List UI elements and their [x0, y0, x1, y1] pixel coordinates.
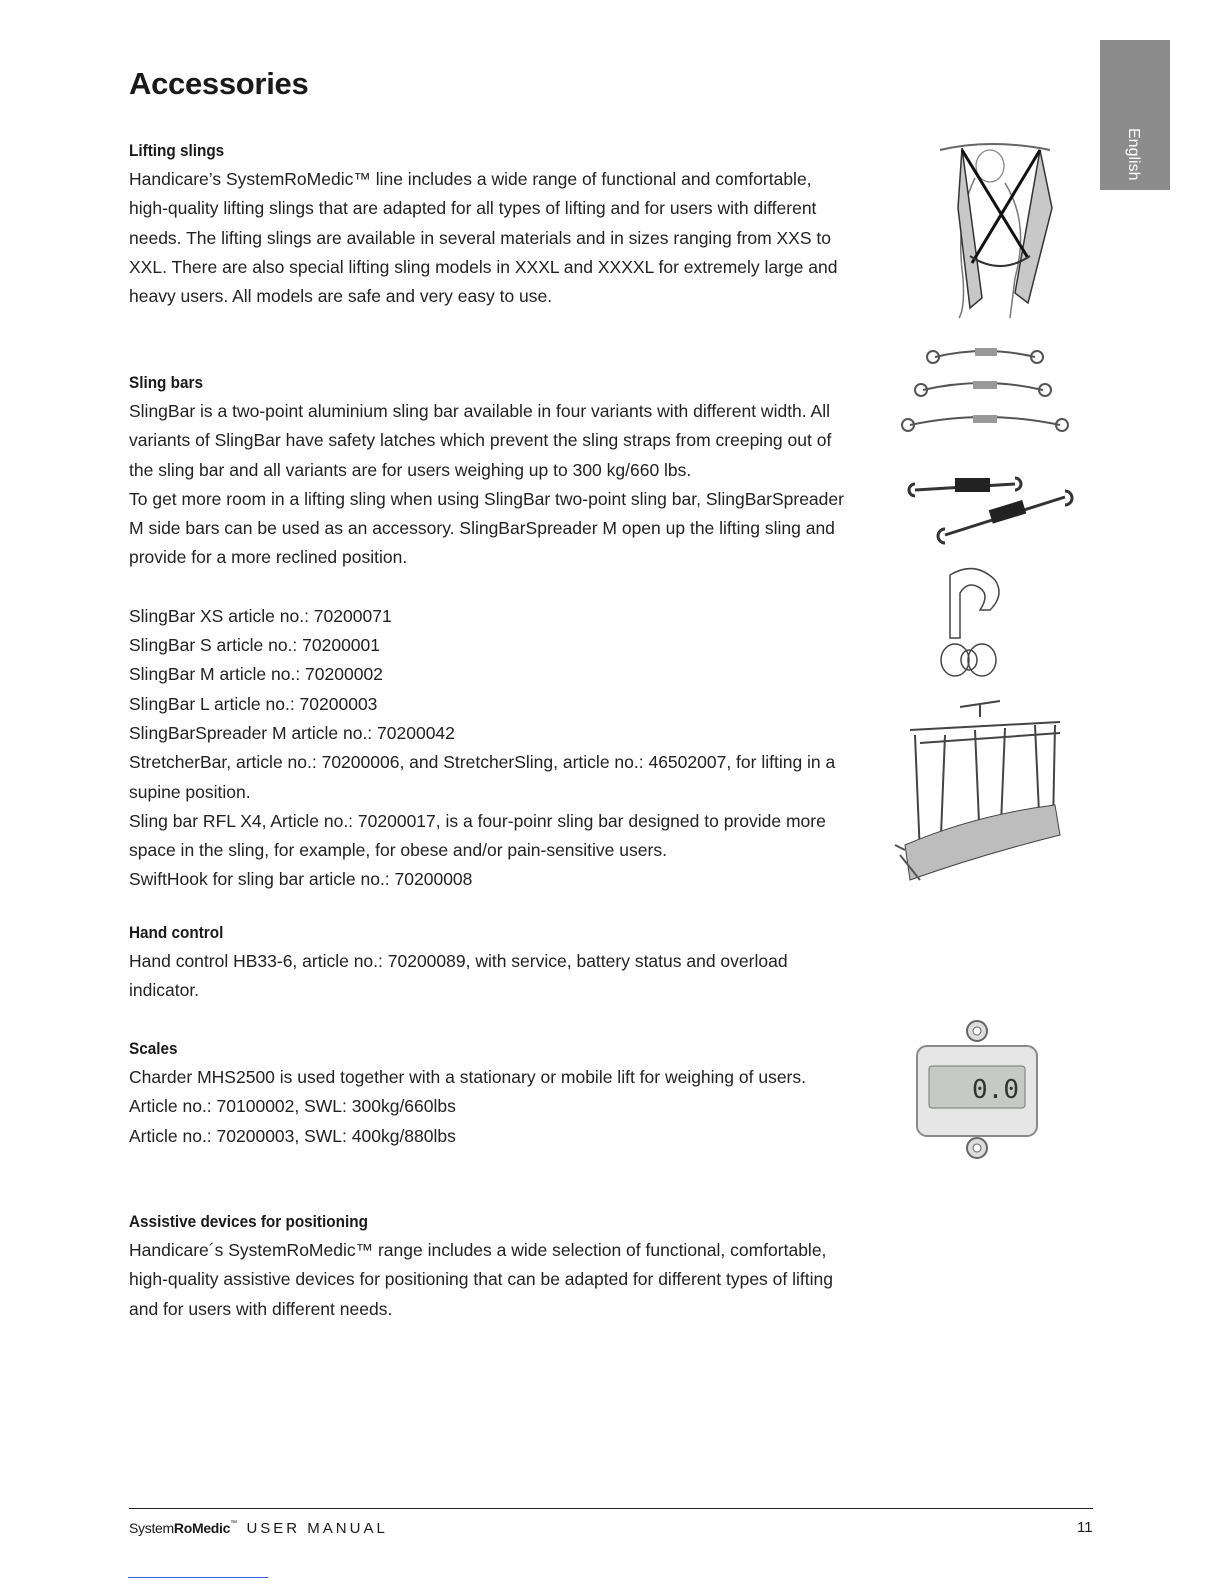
footer-brand	[129, 1520, 388, 1537]
brand-system: System	[129, 1520, 174, 1536]
section-scales	[129, 1034, 869, 1151]
page-number: 11	[1077, 1519, 1093, 1536]
article-line: StretcherBar, article no.: 70200006, and StretcherSling, article no.: 46502007, for lifting in a	[129, 752, 836, 773]
section-hand-control	[129, 918, 869, 1006]
language-tab	[1100, 40, 1170, 190]
text-line: needs. The lifting slings are available in several materials and in sizes ranging from XXS to	[129, 227, 831, 248]
footer-manual-label: USER MANUAL	[246, 1520, 388, 1537]
text-line: Article no.: 70100002, SWL: 300kg/660lbs	[129, 1096, 456, 1117]
text-line: XXL. There are also special lifting sling models in XXXL and XXXXL for extremely large and	[129, 256, 838, 277]
sling-bars-illustration	[895, 335, 1080, 450]
scale-illustration	[915, 1018, 1040, 1163]
brand-trademark: ™	[230, 1520, 237, 1527]
text-line: high-quality lifting slings that are adapted for all types of lifting and for users with different	[129, 198, 817, 219]
article-line: space in the sling, for example, for obese and/or pain-sensitive users.	[129, 840, 667, 861]
text-line: To get more room in a lifting sling when using SlingBar two-point sling bar, SlingBarSpreader	[129, 488, 844, 509]
section-heading: Lifting slings	[129, 141, 225, 160]
text-line: and for users with different needs.	[129, 1298, 393, 1319]
article-line: SlingBar XS article no.: 70200071	[129, 605, 392, 626]
text-line: Handicare´s SystemRoMedic™ range includes a wide selection of functional, comfortable,	[129, 1240, 827, 1260]
text-line: provide for a more reclined position.	[129, 547, 408, 568]
text-line: the sling bar and all variants are for users weighing up to 300 kg/660 lbs.	[129, 459, 692, 480]
swifthook-illustration	[935, 565, 1010, 685]
brand-romedic: RoMedic	[173, 1520, 231, 1536]
section-positioning	[129, 1207, 869, 1324]
text-line: variants of SlingBar have safety latches which prevent the sling straps from creeping out of	[129, 430, 832, 451]
article-line: SwiftHook for sling bar article no.: 70200008	[129, 869, 473, 890]
section-heading: Hand control	[129, 923, 224, 942]
text-line: Hand control HB33-6, article no.: 70200089, with service, battery status and overload	[129, 951, 788, 971]
section-sling-bars	[129, 368, 869, 895]
bottom-link-underline	[128, 1577, 268, 1578]
section-heading: Assistive devices for positioning	[129, 1212, 368, 1231]
section-heading: Scales	[129, 1039, 178, 1058]
article-line: SlingBar M article no.: 70200002	[129, 664, 383, 685]
text-line: SlingBar is a two-point aluminium sling bar available in four variants with different width. All	[129, 401, 830, 421]
article-line: SlingBar S article no.: 70200001	[129, 635, 380, 656]
text-line: M side bars can be used as an accessory. SlingBarSpreader M open up the lifting sling and	[129, 518, 835, 539]
text-line: high-quality assistive devices for positioning that can be adapted for different types of lifting	[129, 1269, 833, 1290]
text-line: indicator.	[129, 980, 200, 1001]
section-heading: Sling bars	[129, 373, 203, 392]
text-line: Article no.: 70200003, SWL: 400kg/880lbs	[129, 1125, 456, 1146]
page-title: Accessories	[129, 66, 309, 101]
article-line: SlingBar L article no.: 70200003	[129, 693, 378, 714]
stretcher-bar-illustration	[890, 695, 1070, 890]
section-lifting-slings	[129, 136, 869, 311]
scale-display-value: 0.0	[972, 1075, 1019, 1105]
article-line: Sling bar RFL X4, Article no.: 70200017, is a four-poinr sling bar designed to provide more	[129, 810, 826, 831]
text-line: Charder MHS2500 is used together with a stationary or mobile lift for weighing of users.	[129, 1067, 806, 1087]
text-line: Handicare’s SystemRoMedic™ line includes a wide range of functional and comfortable,	[129, 169, 812, 189]
text-line: heavy users. All models are safe and very easy to use.	[129, 286, 553, 307]
footer-divider	[129, 1508, 1093, 1509]
lifting-sling-illustration	[930, 138, 1060, 323]
article-line: SlingBarSpreader M article no.: 70200042	[129, 722, 455, 743]
sling-bar-spreader-illustration	[900, 460, 1080, 560]
language-tab-label: English	[1125, 128, 1142, 181]
article-line: supine position.	[129, 781, 251, 802]
